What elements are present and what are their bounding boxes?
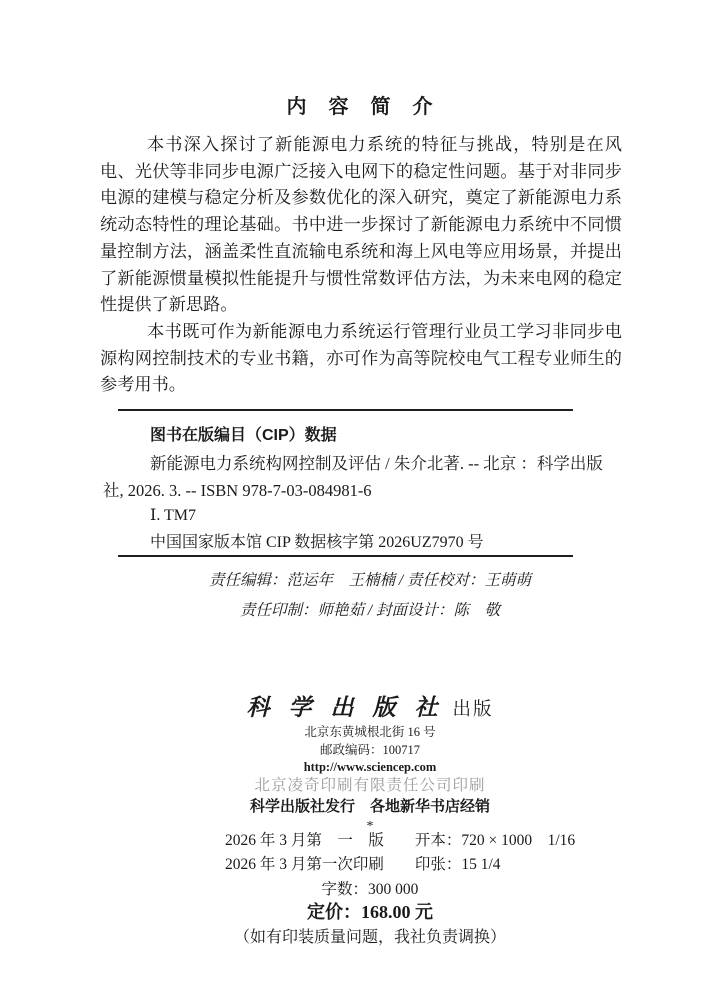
science-press-logo: 科学出版社	[246, 695, 457, 720]
publisher-block	[20, 692, 720, 834]
staff-credits-line-2: 责任印制：师艳茹 / 封面设计：陈 敬	[239, 602, 501, 619]
publisher-address: 北京东黄城根北街 16 号	[304, 725, 436, 739]
publisher-logo-line	[20, 692, 720, 724]
cip-registry-number: 中国国家版本馆 CIP 数据核字第 2026UZ7970 号	[150, 534, 484, 551]
cip-classification: Ⅰ. TM7	[150, 507, 197, 524]
quality-notice: （如有印装质量问题，我社负责调换）	[233, 929, 506, 946]
cip-heading: 图书在版编目（CIP）数据	[150, 427, 337, 444]
cip-divider-bottom	[118, 555, 573, 557]
distribution-line: 科学出版社发行 各地新华书店经销	[249, 799, 490, 815]
summary-paragraph-2: 本书既可作为新能源电力系统运行管理行业员工学习非同步电源构网控制技术的专业书籍，亦可作为高等院校电气工程专业师生的参考用书。	[100, 321, 622, 395]
cip-divider-top	[118, 409, 573, 411]
cip-entry-line-1: 新能源电力系统构网控制及评估 / 朱介北著. -- 北京 ：科学出版	[150, 454, 603, 473]
cip-entry-line-2: 社, 2026. 3. -- ISBN 978-7-03-084981-6	[103, 481, 372, 500]
page-title: 内 容 简 介	[286, 96, 434, 118]
print-run-line: 2026 年 3 月第一次印刷 印张：15 1/4	[225, 856, 501, 873]
edition-line: 2026 年 3 月第 一 版 开本：720 × 1000 1/16	[225, 832, 576, 849]
word-count: 字数：300 000	[321, 881, 419, 898]
separator-star: *	[366, 819, 374, 834]
summary-paragraph-1: 本书深入探讨了新能源电力系统的特征与挑战，特别是在风电、光伏等非同步电源广泛接入电网下的稳定性问题。基于对非同步电源的建模与稳定分析及参数优化的深入研究，奠定了新能源电力系统动态特性的理论基础。书中进一步探讨了新能源电力系统中不同惯量控制方法，涵盖柔性直流输电系统和海上风电等应用场景，并提出了新能源惯量模拟性能提升与惯性常数评估方法，为未来电网的稳定性提供了新思路。	[100, 135, 622, 315]
printer-name: 北京凌奇印刷有限责任公司印刷	[254, 777, 486, 794]
staff-credits-line-1: 责任编辑：范运年 王楠楠 / 责任校对：王萌萌	[208, 572, 532, 589]
publisher-label: 出版	[452, 700, 494, 720]
content-summary	[100, 132, 622, 399]
publisher-url: http://www.sciencep.com	[303, 760, 437, 774]
staff-credits	[20, 566, 720, 626]
edition-block	[225, 829, 575, 877]
publisher-postcode: 邮政编码：100717	[319, 742, 420, 757]
price: 定价：168.00 元	[307, 902, 433, 922]
